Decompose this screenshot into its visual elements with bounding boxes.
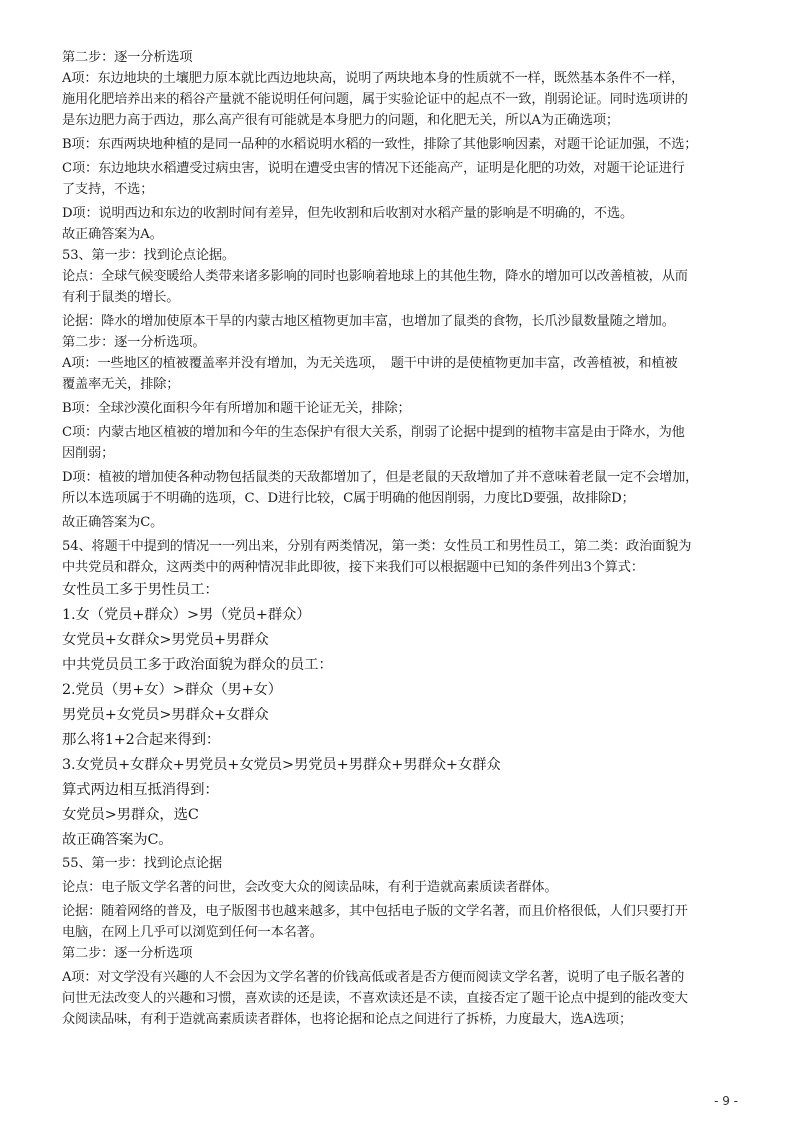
- text-line: D项：说明西边和东边的收割时间有差异，但先收割和后收割对水稻产量的影响是不明确的，不选。: [62, 206, 634, 221]
- text-line: 那么将1+2合起来得到：: [62, 732, 221, 748]
- text-line: 论据：随着网络的普及，电子版图书也越来越多，其中包括电子版的文学名著，而且价格很低，人们只要打开: [62, 904, 688, 919]
- text-line: A项：一些地区的植被覆盖率并没有增加，为无关选项， 题干中讲的是使植物更加丰富，改善植被，和植被: [62, 356, 678, 371]
- text-line: 53、第一步：找到论点论据。: [62, 248, 235, 263]
- text-line: D项：植被的增加使各种动物包括鼠类的天敌都增加了，但是老鼠的天敌增加了并不意味着老鼠一定不会增加，: [62, 470, 699, 485]
- text-line: 论据：降水的增加使原本干旱的内蒙古地区植物更加丰富，也增加了鼠类的食物，长爪沙鼠数量随之增加。: [62, 314, 675, 329]
- answer-explanation-text: [62, 47, 738, 1030]
- text-line: 女党员>男群众，选C: [62, 807, 199, 823]
- text-line: 有利于鼠类的增长。: [62, 290, 180, 305]
- text-line: 中共党员和群众，这两类中的两种情况非此即彼，接下来我们可以根据题中已知的条件列出3个算式：: [62, 560, 644, 575]
- text-line: 54、将题干中提到的情况一一列出来，分别有两类情况，第一类：女性员工和男性员工，第二类：政治面貌为: [62, 539, 692, 554]
- text-line: 男党员+女党员>男群众+女群众: [62, 707, 269, 723]
- page-number: - 9 -: [714, 1094, 738, 1108]
- text-line: 问世无法改变人的兴趣和习惯，喜欢读的还是读，不喜欢读还是不读，直接否定了题干论点中提到的能改变大: [62, 991, 688, 1006]
- text-line: 第二步：逐一分析选项: [62, 946, 193, 961]
- text-line: 55、第一步：找到论点论据: [62, 856, 222, 871]
- text-line: B项：东西两块地种植的是同一品种的水稻说明水稻的一致性，排除了其他影响因素，对题干论证加强，不选；: [62, 137, 698, 152]
- text-line: 所以本选项属于不明确的选项，C、D进行比较，C属于明确的他因削弱，力度比D要强，故排除D；: [62, 491, 635, 506]
- text-line: 故正确答案为C。: [62, 832, 173, 848]
- text-line: B项：全球沙漠化面积今年有所增加和题干论证无关，排除；: [62, 401, 411, 416]
- text-line: A项：对文学没有兴趣的人不会因为文学名著的价钱高低或者是否方便而阅读文学名著，说明了电子版名著的: [62, 970, 685, 985]
- text-line: C项：内蒙古地区植被的增加和今年的生态保护有很大关系，削弱了论据中提到的植物丰富是由于降水，为他: [62, 425, 685, 440]
- text-line: 故正确答案为A。: [62, 227, 163, 242]
- text-line: 3.女党员+女群众+男党员+女党员>男党员+男群众+男群众+女群众: [62, 757, 501, 773]
- text-line: 论点：电子版文学名著的问世，会改变大众的阅读品味，有利于造就高素质读者群体。: [62, 880, 558, 895]
- text-line: 1.女（党员+群众）>男（党员+群众）: [62, 607, 311, 623]
- text-line: 算式两边相互抵消得到：: [62, 782, 219, 798]
- text-line: 故正确答案为C。: [62, 515, 164, 530]
- text-line: 施用化肥培养出来的稻谷产量就不能说明任何问题，属于实验论证中的起点不一致，削弱论证。同时选项讲的: [62, 92, 688, 107]
- text-line: C项：东边地块水稻遭受过病虫害，说明在遭受虫害的情况下还能高产，证明是化肥的功效，对题干论证进行: [62, 161, 685, 176]
- text-line: 覆盖率无关，排除；: [62, 377, 180, 392]
- text-line: 了支持，不选；: [62, 182, 154, 197]
- text-line: 女性员工多于男性员工：: [62, 582, 219, 598]
- text-line: 第二步：逐一分析选项。: [62, 335, 206, 350]
- text-line: 因削弱；: [62, 446, 115, 461]
- text-line: 中共党员员工多于政治面貌为群众的员工：: [62, 657, 333, 673]
- text-line: 众阅读品味，有利于造就高素质读者群体，也将论据和论点之间进行了拆桥，力度最大，选A选项；: [62, 1012, 632, 1027]
- text-line: 2.党员（男+女）>群众（男+女）: [62, 682, 283, 698]
- text-line: 电脑，在网上几乎可以浏览到任何一本名著。: [62, 925, 323, 940]
- text-line: A项：东边地块的土壤肥力原本就比西边地块高，说明了两块地本身的性质就不一样，既然基本条件不一样，: [62, 71, 685, 86]
- text-line: 是东边肥力高于西边，那么高产很有可能就是本身肥力的问题，和化肥无关，所以A为正确选项；: [62, 113, 619, 128]
- text-line: 论点：全球气候变暖给人类带来诸多影响的同时也影响着地球上的其他生物，降水的增加可以改善植被，从而: [62, 269, 688, 284]
- text-line: 女党员+女群众>男党员+男群众: [62, 632, 269, 648]
- text-line: 第二步：逐一分析选项: [62, 50, 193, 65]
